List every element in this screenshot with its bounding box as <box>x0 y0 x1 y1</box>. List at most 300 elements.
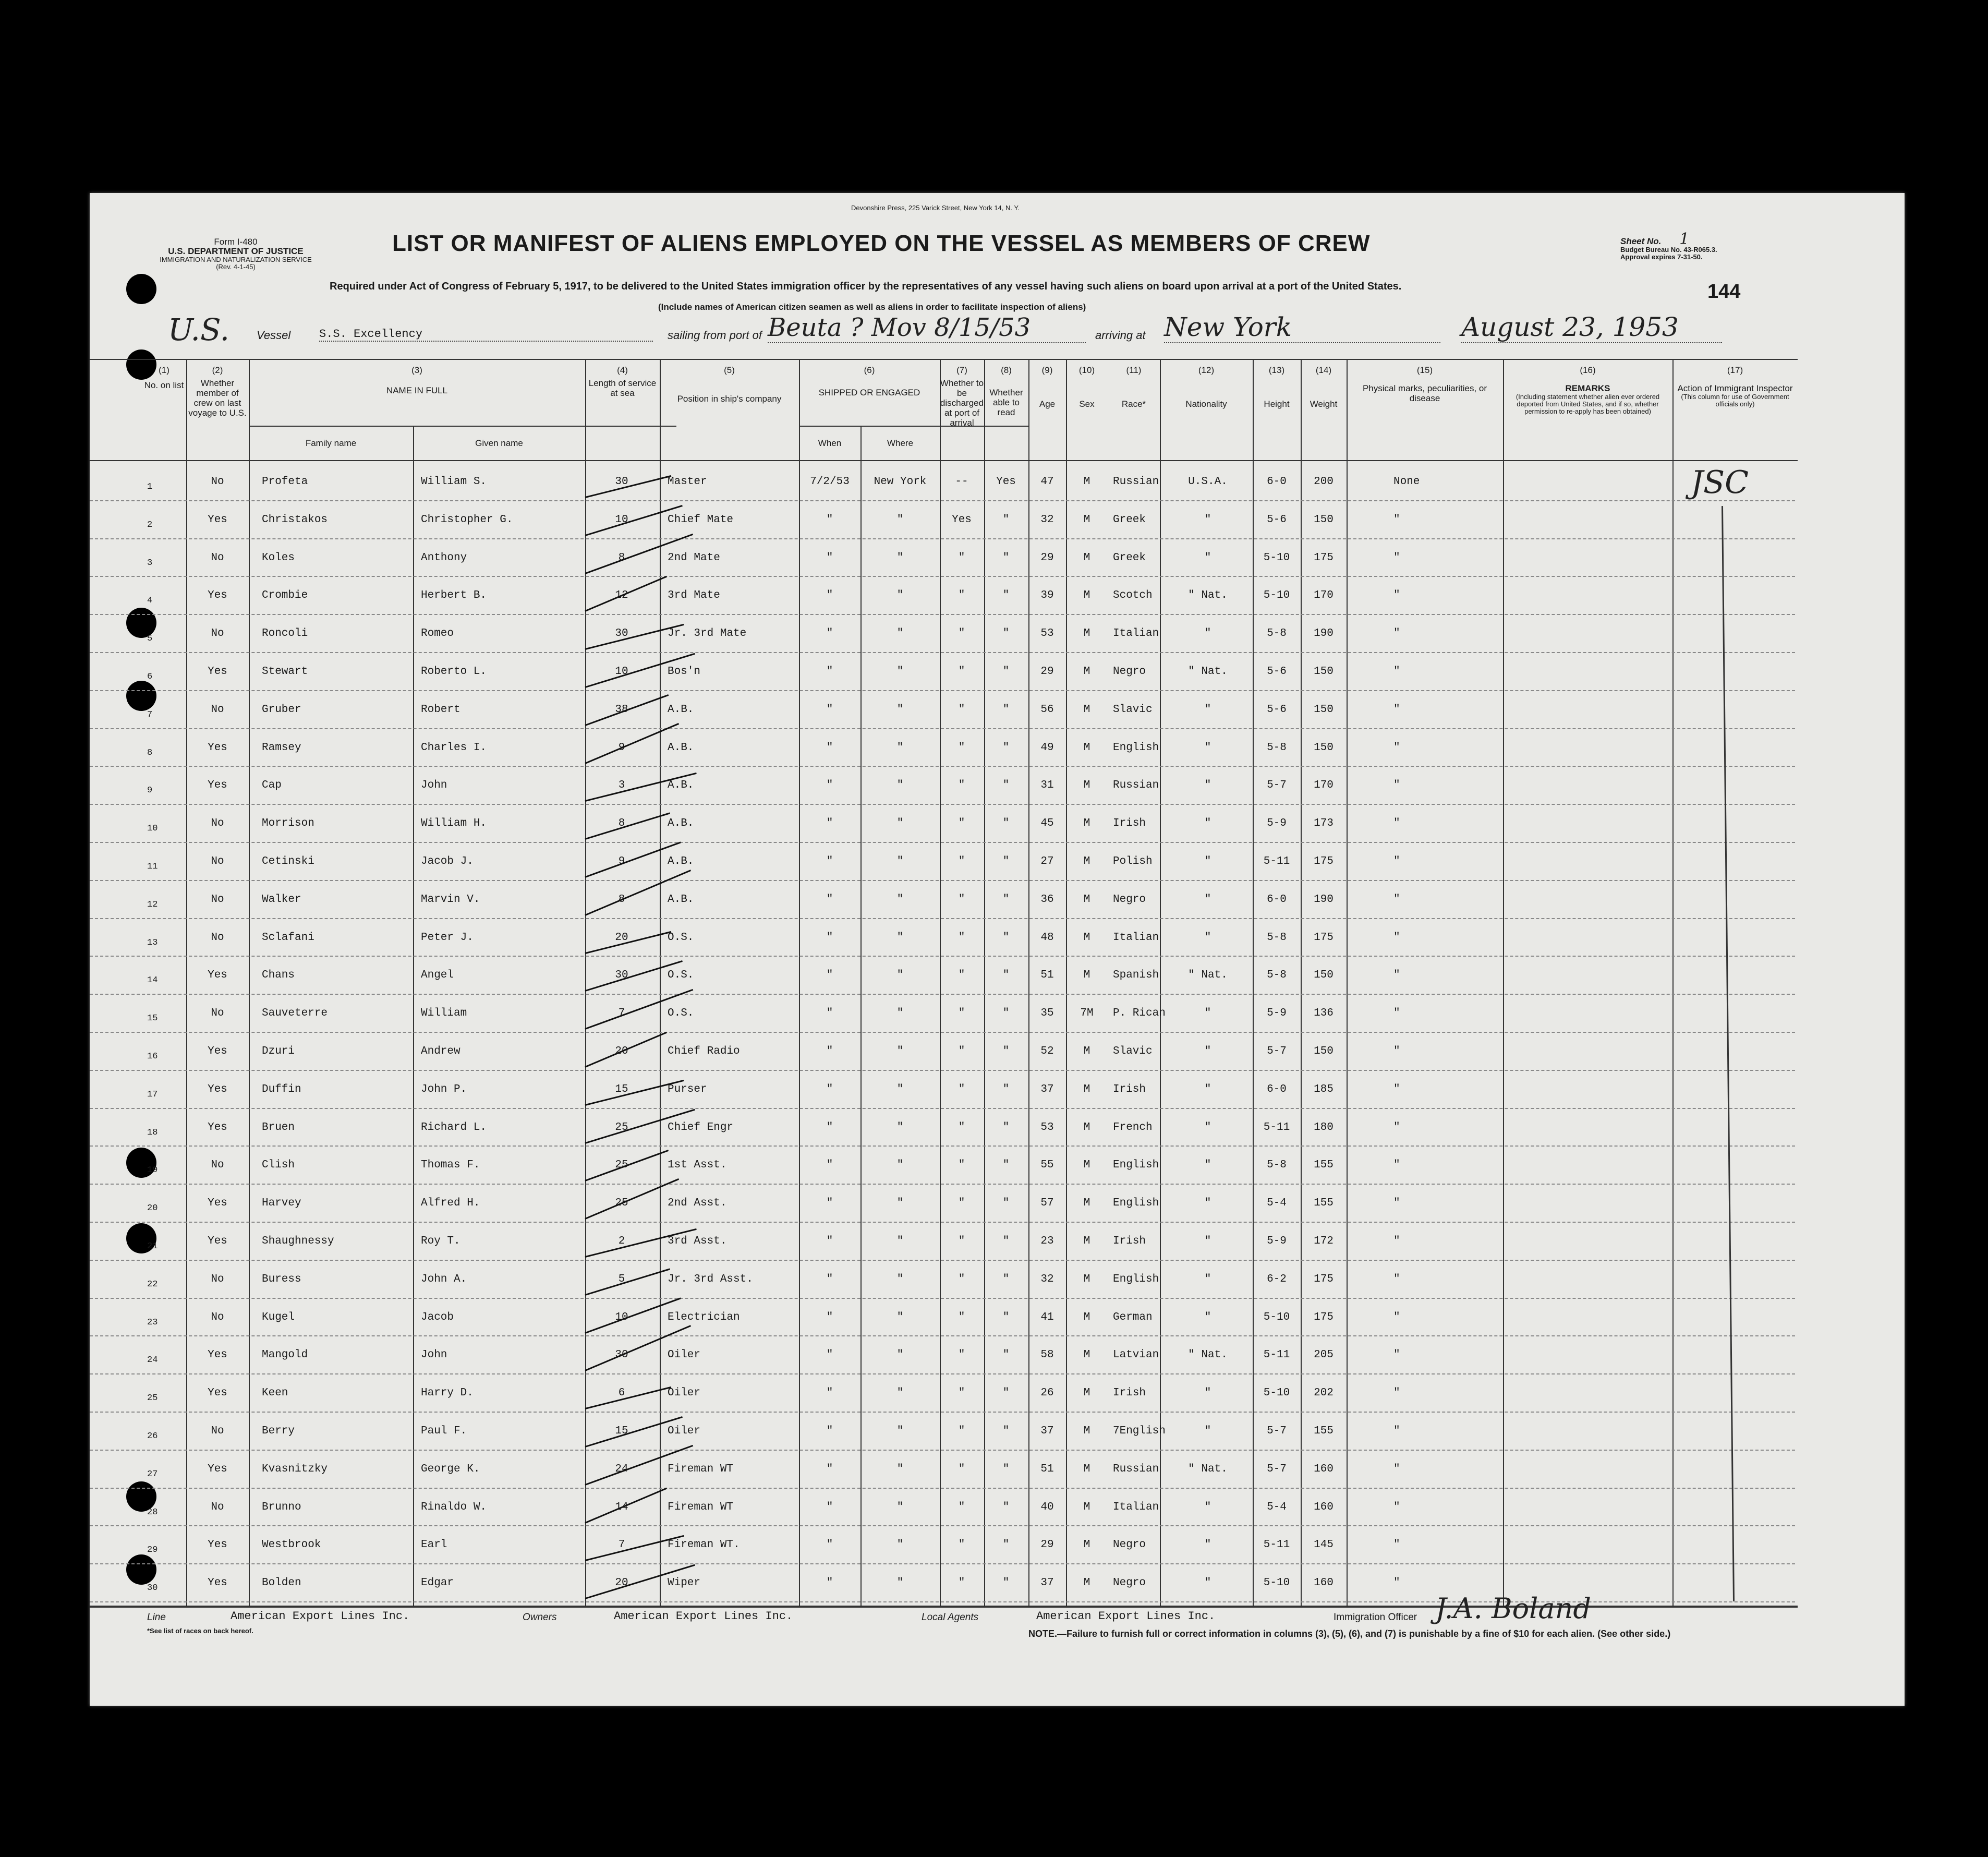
row-rule <box>90 994 1795 995</box>
col-header-6: (6) SHIPPED OR ENGAGED <box>818 365 920 397</box>
row-number: 25 <box>147 1393 158 1404</box>
cell-given: Robert <box>421 703 460 716</box>
races-note: *See list of races on back hereof. <box>147 1627 253 1635</box>
cell-prev: No <box>211 855 224 867</box>
cell-family: Cap <box>262 779 282 792</box>
cell-where: " <box>896 893 904 906</box>
cell-marks: " <box>1393 1501 1400 1513</box>
cell-prev: Yes <box>208 513 227 526</box>
row-number: 19 <box>147 1165 158 1176</box>
cell-race: Italian <box>1113 628 1159 640</box>
cell-given: John A. <box>421 1273 467 1285</box>
cell-marks: " <box>1393 1159 1400 1172</box>
cell-position: 3rd Mate <box>668 589 720 602</box>
row-rule <box>90 1032 1795 1033</box>
col-divider <box>1347 359 1348 1606</box>
cell-given: William S. <box>421 476 487 488</box>
cell-race: Negro <box>1113 1539 1146 1551</box>
cell-race: Scotch <box>1113 589 1153 602</box>
cell-age: 29 <box>1040 551 1054 564</box>
cell-position: 1st Asst. <box>668 1159 727 1172</box>
cell-sex: M <box>1083 1083 1090 1095</box>
cell-given: Thomas F. <box>421 1159 480 1172</box>
cell-family: Crombie <box>262 589 308 602</box>
cell-position: Chief Mate <box>668 513 734 526</box>
cell-read: " <box>1002 1197 1010 1210</box>
cell-service: 30 <box>615 1349 628 1361</box>
cell-weight: 155 <box>1314 1159 1334 1172</box>
cell-read: " <box>1002 1045 1010 1057</box>
cell-nat: " <box>1204 1121 1211 1134</box>
cell-age: 37 <box>1040 1425 1054 1437</box>
cell-position: Fireman WT. <box>668 1539 740 1551</box>
cell-service: 30 <box>615 969 628 982</box>
cell-nat: " <box>1204 1577 1211 1589</box>
cell-when: " <box>826 1121 833 1134</box>
row-number: 26 <box>147 1431 158 1441</box>
cell-when: " <box>826 1045 833 1057</box>
cell-read: " <box>1002 1311 1010 1323</box>
col-header-10: (10) Sex <box>1078 365 1095 409</box>
inspector-check-line <box>1722 506 1735 1601</box>
cell-given: John <box>421 779 447 792</box>
col-divider <box>984 359 985 1606</box>
cell-nat: " <box>1204 628 1211 640</box>
cell-position: Master <box>668 476 707 488</box>
sailing-label: sailing from port of <box>668 329 762 342</box>
cell-position: 3rd Asst. <box>668 1235 727 1247</box>
col-header-14: (14) Weight <box>1310 365 1338 409</box>
cell-race: P. Rican <box>1113 1007 1166 1020</box>
cell-weight: 185 <box>1314 1083 1334 1095</box>
cell-sex: M <box>1083 1311 1090 1323</box>
cell-family: Bolden <box>262 1577 301 1589</box>
cell-read: " <box>1002 893 1010 906</box>
cell-nat: U.S.A. <box>1188 476 1228 488</box>
row-rule <box>90 538 1795 539</box>
cell-weight: 190 <box>1314 628 1334 640</box>
cell-nat: " Nat. <box>1188 1463 1228 1475</box>
form-number: Form I-480 <box>214 237 258 247</box>
cell-given: Jacob J. <box>421 855 474 867</box>
cell-height: 5-6 <box>1267 513 1287 526</box>
cell-nat: " <box>1204 1501 1211 1513</box>
cell-age: 37 <box>1040 1083 1054 1095</box>
row-number: 18 <box>147 1127 158 1138</box>
row-number: 20 <box>147 1203 158 1214</box>
cell-sex: M <box>1083 1235 1090 1247</box>
cell-disch: " <box>958 1121 965 1134</box>
cell-given: John <box>421 1349 447 1361</box>
cell-family: Stewart <box>262 666 308 678</box>
cell-when: " <box>826 628 833 640</box>
cell-disch: " <box>958 628 965 640</box>
cell-race: Polish <box>1113 855 1153 867</box>
cell-age: 31 <box>1040 779 1054 792</box>
cell-given: Harry D. <box>421 1387 474 1400</box>
cell-position: O.S. <box>668 969 694 982</box>
row-rule <box>90 1260 1795 1261</box>
cell-given: Roy T. <box>421 1235 460 1247</box>
cell-height: 5-8 <box>1267 969 1287 982</box>
cell-marks: " <box>1393 1577 1400 1589</box>
printer-line: Devonshire Press, 225 Varick Street, New York 14, N. Y. <box>851 204 1020 212</box>
cell-where: " <box>896 666 904 678</box>
cell-marks: " <box>1393 1387 1400 1400</box>
cell-sex: M <box>1083 779 1090 792</box>
cell-disch: " <box>958 741 965 754</box>
cell-service: 25 <box>615 1121 628 1134</box>
col-divider <box>1672 359 1674 1606</box>
cell-race: Italian <box>1113 1501 1159 1513</box>
cell-service: 5 <box>618 1273 625 1285</box>
cell-where: " <box>896 1425 904 1437</box>
vessel-prefix: U.S. <box>168 312 230 347</box>
cell-disch: " <box>958 1273 965 1285</box>
cell-height: 5-8 <box>1267 1159 1287 1172</box>
cell-marks: " <box>1393 817 1400 830</box>
cell-weight: 175 <box>1314 1273 1334 1285</box>
cell-height: 6-2 <box>1267 1273 1287 1285</box>
cell-age: 32 <box>1040 1273 1054 1285</box>
cell-age: 35 <box>1040 1007 1054 1020</box>
cell-nat: " <box>1204 931 1211 944</box>
cell-age: 53 <box>1040 1121 1054 1134</box>
row-rule <box>90 1450 1795 1451</box>
cell-position: Oiler <box>668 1425 701 1437</box>
cell-age: 51 <box>1040 969 1054 982</box>
cell-where: " <box>896 1159 904 1172</box>
row-rule <box>90 766 1795 767</box>
cell-family: Shaughnessy <box>262 1235 334 1247</box>
name-subheader-rule <box>249 426 676 427</box>
cell-age: 52 <box>1040 1045 1054 1057</box>
cell-height: 5-6 <box>1267 703 1287 716</box>
cell-when: " <box>826 1235 833 1247</box>
row-number: 11 <box>147 862 158 872</box>
cell-age: 55 <box>1040 1159 1054 1172</box>
cell-disch: Yes <box>952 513 972 526</box>
col-header-3: (3) NAME IN FULL <box>386 365 448 395</box>
cell-nat: " <box>1204 1045 1211 1057</box>
cell-sex: M <box>1083 1501 1090 1513</box>
cell-weight: 160 <box>1314 1577 1334 1589</box>
col-divider <box>1160 359 1161 1606</box>
row-rule <box>90 1373 1795 1374</box>
row-rule <box>90 1335 1795 1336</box>
vessel-label: Vessel <box>257 329 291 342</box>
cell-service: 8 <box>618 551 625 564</box>
sailing-port: Beuta ? Mov 8/15/53 <box>768 313 1086 343</box>
cell-where: " <box>896 1387 904 1400</box>
cell-age: 47 <box>1040 476 1054 488</box>
cell-where: " <box>896 1083 904 1095</box>
cell-service: 25 <box>615 1197 628 1210</box>
cell-prev: Yes <box>208 1539 227 1551</box>
cell-race: Irish <box>1113 1387 1146 1400</box>
inspector-initials: JSC <box>1691 464 1749 501</box>
row-rule <box>90 1298 1795 1299</box>
cell-where: " <box>896 817 904 830</box>
cell-race: Negro <box>1113 893 1146 906</box>
cell-prev: Yes <box>208 741 227 754</box>
line-value: American Export Lines Inc. <box>231 1610 410 1623</box>
cell-height: 5-11 <box>1263 1539 1290 1551</box>
cell-race: 7English <box>1113 1425 1166 1437</box>
cell-prev: Yes <box>208 1235 227 1247</box>
shipped-subheader-rule <box>799 426 1028 427</box>
cell-marks: " <box>1393 893 1400 906</box>
cell-when: " <box>826 703 833 716</box>
sheet-label: Sheet No. <box>1620 236 1662 246</box>
col-header-17: (17) Action of Immigrant Inspector (This column for use of Government officials only) <box>1677 365 1793 408</box>
cell-disch: " <box>958 1501 965 1513</box>
cell-disch: " <box>958 1045 965 1057</box>
cell-prev: Yes <box>208 1387 227 1400</box>
cell-read: " <box>1002 551 1010 564</box>
cell-weight: 172 <box>1314 1235 1334 1247</box>
col-divider <box>940 359 941 1606</box>
cell-sex: M <box>1083 1349 1090 1361</box>
cell-nat: " <box>1204 513 1211 526</box>
cell-sex: M <box>1083 628 1090 640</box>
row-number: 23 <box>147 1317 158 1328</box>
punch-hole <box>126 1554 156 1585</box>
cell-position: O.S. <box>668 931 694 944</box>
row-number: 5 <box>147 634 153 644</box>
cell-age: 48 <box>1040 931 1054 944</box>
col-header-16: (16) REMARKS (Including statement whether alien ever ordered deported from United States, and if so, whether permission to re-apply has been obtained) <box>1516 365 1660 415</box>
cell-given: Peter J. <box>421 931 474 944</box>
cell-service: 14 <box>615 1501 628 1513</box>
cell-nat: " <box>1204 551 1211 564</box>
cell-nat: " <box>1204 1235 1211 1247</box>
cell-marks: " <box>1393 1083 1400 1095</box>
cell-age: 37 <box>1040 1577 1054 1589</box>
cell-prev: Yes <box>208 1121 227 1134</box>
cell-service: 15 <box>615 1083 628 1095</box>
cell-service: 20 <box>615 1577 628 1589</box>
cell-marks: " <box>1393 1121 1400 1134</box>
cell-given: Romeo <box>421 628 454 640</box>
row-rule <box>90 652 1795 653</box>
cell-weight: 160 <box>1314 1463 1334 1475</box>
cell-service: 30 <box>615 628 628 640</box>
cell-family: Walker <box>262 893 301 906</box>
cell-family: Dzuri <box>262 1045 295 1057</box>
row-number: 1 <box>147 482 153 492</box>
row-rule <box>90 1070 1795 1071</box>
officer-label: Immigration Officer <box>1334 1612 1417 1623</box>
cell-sex: M <box>1083 1463 1090 1475</box>
row-number: 29 <box>147 1545 158 1555</box>
cell-where: " <box>896 589 904 602</box>
row-rule <box>90 576 1795 577</box>
cell-marks: " <box>1393 1197 1400 1210</box>
row-number: 15 <box>147 1014 158 1024</box>
cell-race: Negro <box>1113 666 1146 678</box>
row-number: 24 <box>147 1355 158 1366</box>
cell-service: 8 <box>618 893 625 906</box>
owners-value: American Export Lines Inc. <box>614 1610 793 1623</box>
cell-height: 5-9 <box>1267 817 1287 830</box>
cell-position: 2nd Mate <box>668 551 720 564</box>
cell-position: Purser <box>668 1083 707 1095</box>
cell-weight: 150 <box>1314 1045 1334 1057</box>
col-header-13: (13) Height <box>1264 365 1290 409</box>
cell-service: 20 <box>615 1045 628 1057</box>
cell-prev: No <box>211 1273 224 1285</box>
cell-read: " <box>1002 931 1010 944</box>
cell-prev: No <box>211 817 224 830</box>
cell-family: Westbrook <box>262 1539 321 1551</box>
cell-age: 45 <box>1040 817 1054 830</box>
cell-where: " <box>896 1463 904 1475</box>
cell-marks: " <box>1393 779 1400 792</box>
cell-height: 5-11 <box>1263 1349 1290 1361</box>
cell-family: Sclafani <box>262 931 314 944</box>
cell-given: Paul F. <box>421 1425 467 1437</box>
row-number: 21 <box>147 1241 158 1251</box>
cell-disch: " <box>958 551 965 564</box>
row-number: 14 <box>147 975 158 986</box>
cell-weight: 175 <box>1314 931 1334 944</box>
cell-given: Jacob <box>421 1311 454 1323</box>
cell-age: 57 <box>1040 1197 1054 1210</box>
cell-when: 7/2/53 <box>810 476 850 488</box>
cell-family: Kugel <box>262 1311 295 1323</box>
row-rule <box>90 1108 1795 1109</box>
col-divider <box>413 426 414 1606</box>
cell-weight: 150 <box>1314 969 1334 982</box>
row-number: 28 <box>147 1507 158 1517</box>
cell-service: 6 <box>618 1387 625 1400</box>
cell-service: 7 <box>618 1539 625 1551</box>
row-number: 2 <box>147 520 153 530</box>
row-rule <box>90 690 1795 691</box>
cell-race: Slavic <box>1113 703 1153 716</box>
cell-height: 5-9 <box>1267 1235 1287 1247</box>
officer-signature: J.A. Boland <box>1435 1592 1591 1625</box>
row-rule <box>90 804 1795 805</box>
cell-disch: " <box>958 1159 965 1172</box>
cell-height: 5-7 <box>1267 779 1287 792</box>
cell-marks: " <box>1393 1349 1400 1361</box>
cell-nat: " <box>1204 779 1211 792</box>
page-number: 144 <box>1707 281 1741 303</box>
col-divider <box>186 359 187 1606</box>
cell-sex: M <box>1083 855 1090 867</box>
form-title: LIST OR MANIFEST OF ALIENS EMPLOYED ON THE VESSEL AS MEMBERS OF CREW <box>392 231 1371 256</box>
cell-marks: " <box>1393 1425 1400 1437</box>
cell-read: " <box>1002 1349 1010 1361</box>
cell-height: 6-0 <box>1267 1083 1287 1095</box>
row-rule <box>90 614 1795 615</box>
cell-age: 39 <box>1040 589 1054 602</box>
row-rule <box>90 1145 1795 1147</box>
cell-family: Morrison <box>262 817 314 830</box>
cell-service: 9 <box>618 855 625 867</box>
cell-nat: " <box>1204 1007 1211 1020</box>
sheet-block <box>1620 230 1777 261</box>
cell-sex: M <box>1083 893 1090 906</box>
cell-family: Gruber <box>262 703 301 716</box>
cell-nat: " <box>1204 1083 1211 1095</box>
cell-family: Mangold <box>262 1349 308 1361</box>
row-number: 12 <box>147 899 158 910</box>
cell-when: " <box>826 1273 833 1285</box>
cell-family: Brunno <box>262 1501 301 1513</box>
cell-sex: M <box>1083 1577 1090 1589</box>
cell-sex: M <box>1083 703 1090 716</box>
cell-weight: 190 <box>1314 893 1334 906</box>
cell-when: " <box>826 779 833 792</box>
cell-family: Profeta <box>262 476 308 488</box>
cell-height: 5-7 <box>1267 1045 1287 1057</box>
cell-weight: 150 <box>1314 513 1334 526</box>
cell-age: 41 <box>1040 1311 1054 1323</box>
cell-age: 29 <box>1040 666 1054 678</box>
row-number: 7 <box>147 709 153 720</box>
check-slash <box>585 1325 691 1372</box>
cell-family: Clish <box>262 1159 295 1172</box>
row-rule <box>90 842 1795 843</box>
cell-race: French <box>1113 1121 1153 1134</box>
cell-position: Jr. 3rd Mate <box>668 628 747 640</box>
cell-family: Christakos <box>262 513 328 526</box>
punch-hole <box>126 681 156 711</box>
cell-position: Bos'n <box>668 666 701 678</box>
cell-disch: " <box>958 1577 965 1589</box>
cell-disch: " <box>958 855 965 867</box>
cell-read: " <box>1002 1235 1010 1247</box>
cell-disch: " <box>958 703 965 716</box>
cell-sex: 7M <box>1080 1007 1094 1020</box>
cell-disch: " <box>958 817 965 830</box>
cell-race: Latvian <box>1113 1349 1159 1361</box>
cell-age: 26 <box>1040 1387 1054 1400</box>
row-number: 9 <box>147 786 153 796</box>
cell-disch: " <box>958 969 965 982</box>
cell-sex: M <box>1083 1387 1090 1400</box>
cell-position: Oiler <box>668 1349 701 1361</box>
cell-nat: " Nat. <box>1188 589 1228 602</box>
cell-read: " <box>1002 1425 1010 1437</box>
cell-race: Slavic <box>1113 1045 1153 1057</box>
cell-disch: " <box>958 1349 965 1361</box>
cell-given: John P. <box>421 1083 467 1095</box>
col-header-family: Family name <box>305 438 357 448</box>
cell-height: 5-8 <box>1267 628 1287 640</box>
cell-age: 36 <box>1040 893 1054 906</box>
cell-given: William H. <box>421 817 487 830</box>
cell-read: " <box>1002 779 1010 792</box>
col-divider <box>1503 359 1504 1606</box>
cell-family: Harvey <box>262 1197 301 1210</box>
cell-sex: M <box>1083 1425 1090 1437</box>
cell-where: " <box>896 969 904 982</box>
line-label: Line <box>147 1612 166 1623</box>
cell-weight: 170 <box>1314 589 1334 602</box>
cell-position: Fireman WT <box>668 1463 734 1475</box>
cell-nat: " <box>1204 1425 1211 1437</box>
cell-read: " <box>1002 855 1010 867</box>
cell-height: 6-0 <box>1267 476 1287 488</box>
cell-height: 5-4 <box>1267 1197 1287 1210</box>
cell-disch: " <box>958 589 965 602</box>
cell-where: " <box>896 1197 904 1210</box>
cell-sex: M <box>1083 1045 1090 1057</box>
